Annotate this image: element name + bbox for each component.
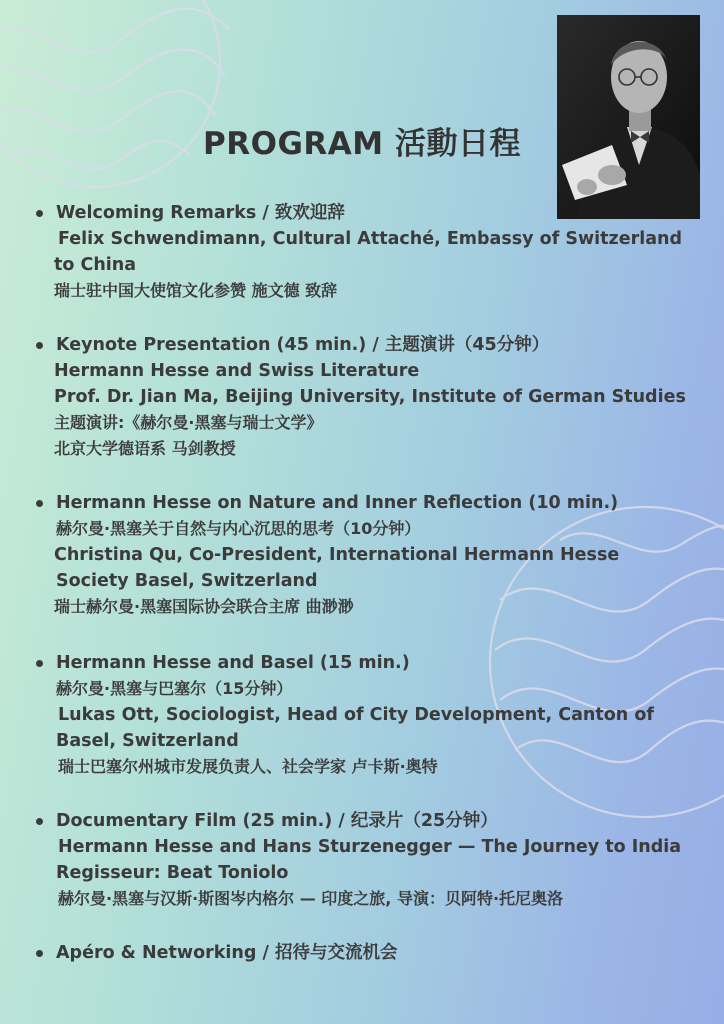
speaker-line-cont: Basel, Switzerland: [56, 731, 239, 751]
program-item-heading: [36, 940, 716, 966]
bullet-icon: [36, 660, 43, 667]
program-item-heading: [36, 650, 716, 676]
speaker-line-cont: Society Basel, Switzerland: [56, 571, 318, 591]
heading-text: Hermann Hesse and Basel (15 min.): [56, 653, 410, 673]
speaker-line: Lukas Ott, Sociologist, Head of City Development, Canton of: [58, 705, 654, 725]
program-item-welcoming: [36, 200, 716, 304]
program-item-nature: [36, 490, 716, 620]
speaker-line: Christina Qu, Co-President, International Hermann Hesse: [54, 545, 620, 565]
page-title: PROGRAM 活動日程: [203, 126, 521, 162]
chinese-line: 瑞士赫尔曼·黑塞国际协会联合主席 曲渺渺: [54, 597, 354, 616]
topic-line: Hermann Hesse and Swiss Literature: [54, 361, 420, 381]
program-item-basel: [36, 650, 716, 780]
program-item-apero: [36, 940, 716, 966]
chinese-line: 北京大学德语系 马剑教授: [54, 439, 236, 458]
heading-text: Keynote Presentation (45 min.) / 主题演讲（45分钟）: [56, 335, 550, 355]
chinese-line: 瑞士驻中国大使馆文化参赞 施文德 致辞: [54, 281, 338, 300]
director-line: Regisseur: Beat Toniolo: [56, 863, 289, 883]
speaker-line-cont: to China: [54, 255, 137, 275]
program-item-heading: [36, 808, 716, 834]
film-title-line: Hermann Hesse and Hans Sturzenegger — The Journey to India: [58, 837, 682, 857]
chinese-line: 赫尔曼·黑塞与汉斯·斯图岑内格尔 — 印度之旅, 导演：贝阿特·托尼奥洛: [58, 889, 564, 908]
bullet-icon: [36, 210, 43, 217]
bullet-icon: [36, 818, 43, 825]
bullet-icon: [36, 500, 43, 507]
program-item-heading: [36, 200, 716, 226]
program-item-documentary: [36, 808, 716, 912]
chinese-line: 主题演讲:《赫尔曼·黑塞与瑞士文学》: [54, 413, 323, 432]
program-item-heading: [36, 332, 716, 358]
heading-text: Apéro & Networking / 招待与交流机会: [56, 943, 398, 963]
speaker-line: Prof. Dr. Jian Ma, Beijing University, Institute of German Studies: [54, 387, 686, 407]
heading-text: Documentary Film (25 min.) / 纪录片（25分钟）: [56, 811, 498, 831]
program-item-heading: [36, 490, 716, 516]
bullet-icon: [36, 342, 43, 349]
chinese-line: 瑞士巴塞尔州城市发展负责人、社会学家 卢卡斯·奥特: [58, 757, 438, 776]
bullet-icon: [36, 950, 43, 957]
program-item-keynote: [36, 332, 716, 462]
heading-text: Welcoming Remarks / 致欢迎辞: [56, 203, 345, 223]
heading-text: Hermann Hesse on Nature and Inner Reflection (10 min.): [56, 493, 619, 513]
speaker-line: Felix Schwendimann, Cultural Attaché, Embassy of Switzerland: [58, 229, 683, 249]
chinese-line: 赫尔曼·黑塞与巴塞尔（15分钟）: [56, 679, 293, 698]
chinese-line: 赫尔曼·黑塞关于自然与内心沉思的思考（10分钟）: [56, 519, 421, 538]
